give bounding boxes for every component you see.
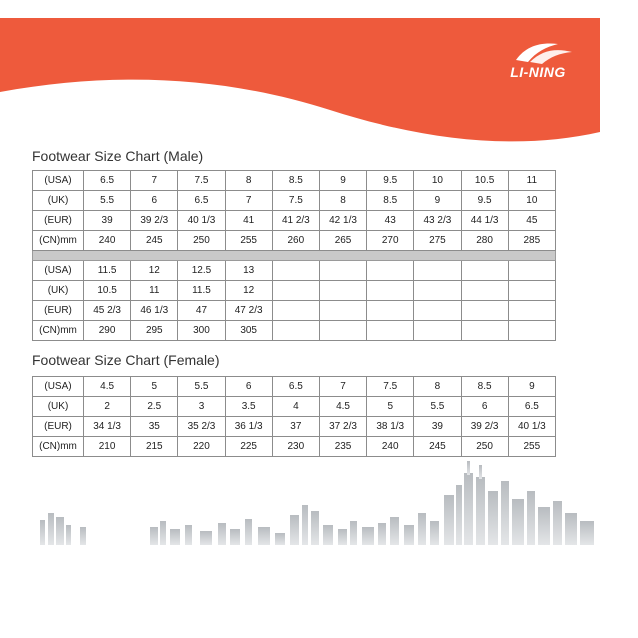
size-cell (508, 281, 555, 301)
size-cell: 9 (414, 191, 461, 211)
size-cell: 265 (319, 231, 366, 251)
size-cell: 9.5 (367, 171, 414, 191)
size-row (33, 191, 556, 211)
size-cell (508, 301, 555, 321)
size-cell (461, 321, 508, 341)
size-row (33, 231, 556, 251)
size-cell (319, 281, 366, 301)
size-row (33, 321, 556, 341)
size-cell: 8.5 (272, 171, 319, 191)
size-cell (508, 321, 555, 341)
size-cell: 235 (319, 437, 366, 457)
size-cell: 6 (461, 397, 508, 417)
size-cell (414, 281, 461, 301)
size-cell: 245 (414, 437, 461, 457)
size-cell: 11.5 (84, 261, 131, 281)
size-cell: 4.5 (84, 377, 131, 397)
size-cell (272, 261, 319, 281)
size-cell (272, 321, 319, 341)
size-cell: 43 2/3 (414, 211, 461, 231)
size-cell: 275 (414, 231, 461, 251)
size-cell: 290 (84, 321, 131, 341)
size-cell: 40 1/3 (508, 417, 555, 437)
size-cell: 230 (272, 437, 319, 457)
size-cell: 285 (508, 231, 555, 251)
divider-bar (33, 251, 556, 261)
size-cell: 8.5 (367, 191, 414, 211)
row-label: (UK) (33, 191, 84, 211)
row-label: (USA) (33, 261, 84, 281)
size-cell: 240 (367, 437, 414, 457)
size-cell: 36 1/3 (225, 417, 272, 437)
size-cell: 280 (461, 231, 508, 251)
size-cell: 13 (225, 261, 272, 281)
size-cell: 3 (178, 397, 225, 417)
size-cell: 6 (131, 191, 178, 211)
size-cell: 8.5 (461, 377, 508, 397)
size-cell (461, 261, 508, 281)
row-label: (CN)mm (33, 231, 84, 251)
size-cell: 255 (508, 437, 555, 457)
size-cell: 12 (225, 281, 272, 301)
logo-wordmark: LI-NING (510, 64, 566, 80)
size-cell: 40 1/3 (178, 211, 225, 231)
size-cell: 10 (414, 171, 461, 191)
size-cell (319, 261, 366, 281)
female-chart-title: Footwear Size Chart (Female) (32, 352, 220, 368)
size-cell: 4 (272, 397, 319, 417)
size-cell: 9.5 (461, 191, 508, 211)
size-cell: 45 (508, 211, 555, 231)
size-row (33, 261, 556, 281)
size-cell: 2 (84, 397, 131, 417)
size-cell: 6.5 (508, 397, 555, 417)
size-row (33, 437, 556, 457)
size-cell: 42 1/3 (319, 211, 366, 231)
row-label: (EUR) (33, 417, 84, 437)
size-row (33, 301, 556, 321)
row-label: (USA) (33, 377, 84, 397)
size-cell: 44 1/3 (461, 211, 508, 231)
size-cell: 250 (178, 231, 225, 251)
size-cell: 250 (461, 437, 508, 457)
size-cell: 7.5 (272, 191, 319, 211)
size-cell (367, 261, 414, 281)
row-label: (UK) (33, 397, 84, 417)
size-cell (414, 301, 461, 321)
size-cell: 295 (131, 321, 178, 341)
size-cell: 215 (131, 437, 178, 457)
size-cell: 39 2/3 (131, 211, 178, 231)
size-cell (461, 301, 508, 321)
size-cell: 300 (178, 321, 225, 341)
size-cell: 38 1/3 (367, 417, 414, 437)
city-skyline-illustration (30, 455, 600, 550)
size-row (33, 171, 556, 191)
size-cell: 12.5 (178, 261, 225, 281)
size-cell: 5.5 (414, 397, 461, 417)
size-cell: 11.5 (178, 281, 225, 301)
size-cell: 5.5 (84, 191, 131, 211)
size-cell: 39 (84, 211, 131, 231)
size-cell: 9 (319, 171, 366, 191)
female-size-table (32, 376, 556, 457)
size-cell: 7 (319, 377, 366, 397)
size-cell: 4.5 (319, 397, 366, 417)
size-cell: 11 (508, 171, 555, 191)
size-cell: 47 (178, 301, 225, 321)
size-cell (367, 281, 414, 301)
size-cell: 6.5 (178, 191, 225, 211)
size-cell: 305 (225, 321, 272, 341)
size-cell: 39 2/3 (461, 417, 508, 437)
size-cell: 245 (131, 231, 178, 251)
size-cell: 10 (508, 191, 555, 211)
size-cell: 255 (225, 231, 272, 251)
size-cell: 5 (131, 377, 178, 397)
size-cell: 9 (508, 377, 555, 397)
size-cell: 37 2/3 (319, 417, 366, 437)
size-row (33, 417, 556, 437)
size-cell: 8 (414, 377, 461, 397)
size-cell: 35 2/3 (178, 417, 225, 437)
size-cell: 6.5 (272, 377, 319, 397)
size-cell: 7 (131, 171, 178, 191)
size-cell: 10.5 (461, 171, 508, 191)
size-cell: 225 (225, 437, 272, 457)
size-cell: 41 (225, 211, 272, 231)
size-cell: 47 2/3 (225, 301, 272, 321)
size-cell: 2.5 (131, 397, 178, 417)
size-cell (319, 301, 366, 321)
size-cell (414, 321, 461, 341)
size-cell: 43 (367, 211, 414, 231)
size-cell (414, 261, 461, 281)
row-label: (USA) (33, 171, 84, 191)
size-cell (367, 301, 414, 321)
row-label: (CN)mm (33, 321, 84, 341)
size-cell: 5.5 (178, 377, 225, 397)
size-cell: 270 (367, 231, 414, 251)
size-cell: 12 (131, 261, 178, 281)
size-cell (272, 301, 319, 321)
size-row (33, 281, 556, 301)
size-cell: 46 1/3 (131, 301, 178, 321)
size-cell (367, 321, 414, 341)
size-cell: 34 1/3 (84, 417, 131, 437)
size-cell: 220 (178, 437, 225, 457)
male-chart-title: Footwear Size Chart (Male) (32, 148, 204, 164)
table-divider (33, 251, 556, 261)
size-cell: 6.5 (84, 171, 131, 191)
size-cell: 240 (84, 231, 131, 251)
size-cell: 210 (84, 437, 131, 457)
size-cell: 8 (319, 191, 366, 211)
row-label: (CN)mm (33, 437, 84, 457)
size-cell: 7 (225, 191, 272, 211)
size-cell: 39 (414, 417, 461, 437)
row-label: (EUR) (33, 301, 84, 321)
size-row (33, 211, 556, 231)
male-size-table (32, 170, 556, 341)
size-cell: 41 2/3 (272, 211, 319, 231)
size-cell (272, 281, 319, 301)
size-cell: 6 (225, 377, 272, 397)
size-cell: 8 (225, 171, 272, 191)
swoosh-icon (488, 40, 588, 66)
row-label: (EUR) (33, 211, 84, 231)
size-cell (319, 321, 366, 341)
size-cell: 5 (367, 397, 414, 417)
size-cell (508, 261, 555, 281)
size-cell: 11 (131, 281, 178, 301)
size-cell: 35 (131, 417, 178, 437)
size-cell: 3.5 (225, 397, 272, 417)
size-cell: 45 2/3 (84, 301, 131, 321)
row-label: (UK) (33, 281, 84, 301)
size-cell (461, 281, 508, 301)
size-cell: 37 (272, 417, 319, 437)
li-ning-logo (488, 40, 588, 90)
size-cell: 7.5 (367, 377, 414, 397)
size-cell: 260 (272, 231, 319, 251)
size-cell: 10.5 (84, 281, 131, 301)
size-row (33, 397, 556, 417)
size-row (33, 377, 556, 397)
size-cell: 7.5 (178, 171, 225, 191)
